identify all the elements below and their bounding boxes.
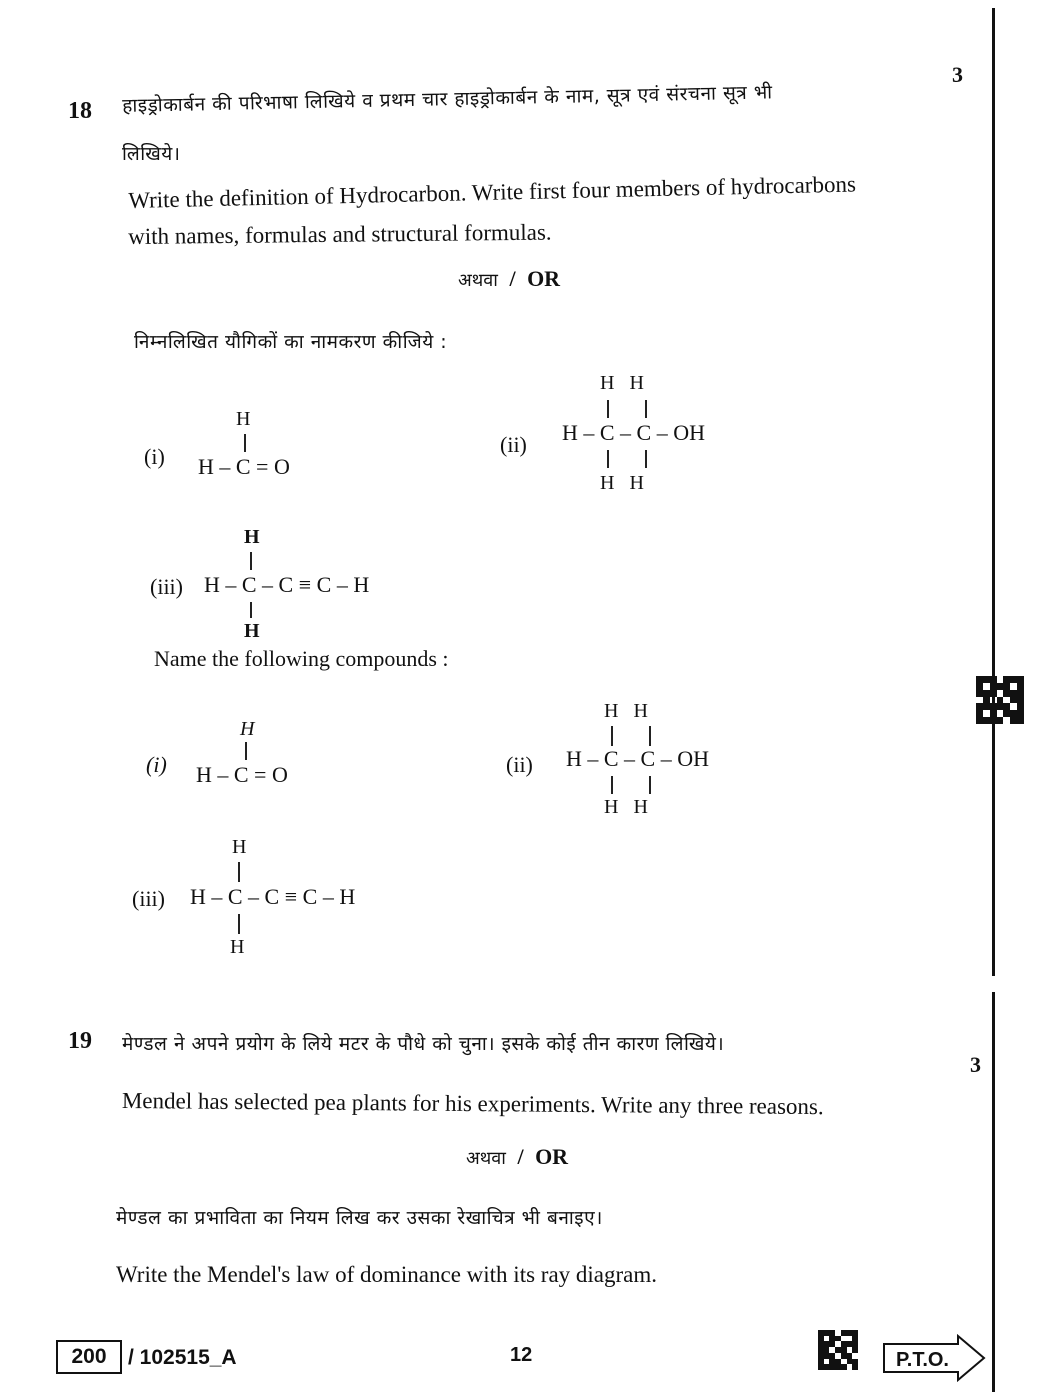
q18-hi-compound-ii-bond-bottom-1 bbox=[607, 450, 609, 468]
q18-hi-compound-iii-bond-top bbox=[250, 552, 252, 570]
q18-en-compound-ii-bond-bottom-1 bbox=[611, 776, 613, 794]
q18-hi-compound-iii-top: H bbox=[244, 526, 260, 548]
series-code-box: 200 bbox=[56, 1340, 122, 1374]
q18-or-separator: / bbox=[509, 266, 516, 291]
q18-marks: 3 bbox=[952, 62, 963, 87]
q18-hi-compound-ii-bond-bottom-2 bbox=[645, 450, 647, 468]
q18-english-line1: Write the definition of Hydrocarbon. Write first four members of hydrocarbons bbox=[128, 171, 857, 213]
q18-or-hindi: अथवा bbox=[458, 270, 498, 291]
q18-en-label-i: (i) bbox=[146, 752, 167, 777]
q18-hindi-line2: लिखिये। bbox=[122, 143, 181, 165]
q18-hi-compound-ii-top: H H bbox=[600, 372, 644, 394]
q18-en-compound-ii-top: H H bbox=[604, 700, 648, 722]
page-right-border bbox=[992, 8, 995, 976]
q18-english-line2: with names, formulas and structural formulas. bbox=[128, 219, 552, 249]
q19-alt-hindi: मेण्डल का प्रभाविता का नियम लिख कर उसका रेखाचित्र भी बनाइए। bbox=[116, 1207, 603, 1229]
q18-hi-compound-iii-bottom: H bbox=[244, 620, 260, 642]
q18-en-compound-i-bond bbox=[245, 742, 247, 760]
paper-code: / 102515_A bbox=[128, 1346, 237, 1369]
q18-hi-label-ii: (ii) bbox=[500, 432, 527, 457]
q18-hi-compound-i-main: H – C = O bbox=[198, 454, 290, 479]
q18-hi-label-iii: (iii) bbox=[150, 574, 183, 599]
q18-number: 18 bbox=[68, 98, 92, 124]
q19-alt-english: Write the Mendel's law of dominance with its ray diagram. bbox=[116, 1262, 658, 1287]
q18-en-compound-iii-bottom: H bbox=[230, 936, 245, 958]
pto-label: P.T.O. bbox=[896, 1349, 949, 1371]
q18-hindi-line1: हाइड्रोकार्बन की परिभाषा लिखिये व प्रथम चार हाइड्रोकार्बन के नाम, सूत्र एवं संरचना सूत्र भी bbox=[122, 81, 773, 117]
q18-en-compound-ii-bond-top-2 bbox=[649, 726, 651, 746]
page-right-border-lower bbox=[992, 992, 995, 1392]
q18-en-compound-iii-bond-bottom bbox=[238, 914, 240, 934]
q18-alt-english: Name the following compounds : bbox=[154, 646, 449, 671]
q18-hi-compound-i-bond bbox=[244, 434, 246, 452]
q18-hi-compound-ii-bond-top-1 bbox=[607, 400, 609, 418]
q18-en-label-ii: (ii) bbox=[506, 752, 533, 777]
q18-or-english: OR bbox=[527, 266, 561, 291]
q18-hi-compound-iii-bond-bottom bbox=[250, 602, 252, 618]
q19-or-divider bbox=[466, 1144, 568, 1170]
q18-en-compound-ii-bottom: H H bbox=[604, 796, 648, 818]
q19-or-separator: / bbox=[517, 1144, 524, 1169]
q18-hi-label-i: (i) bbox=[144, 444, 165, 469]
q18-en-compound-ii-main: H – C – C – OH bbox=[566, 746, 710, 771]
q18-en-compound-i-top: H bbox=[240, 718, 255, 740]
q19-english-line: Mendel has selected pea plants for his experiments. Write any three reasons. bbox=[121, 1088, 824, 1120]
footer-qr-code bbox=[818, 1330, 858, 1370]
q19-marks: 3 bbox=[970, 1052, 981, 1077]
q19-or-english: OR bbox=[535, 1144, 569, 1169]
q18-en-compound-ii-bond-bottom-2 bbox=[649, 776, 651, 794]
q18-en-compound-iii-top: H bbox=[232, 836, 247, 858]
q19-hindi-line: मेण्डल ने अपने प्रयोग के लिये मटर के पौधे को चुना। इसके कोई तीन कारण लिखिये। bbox=[122, 1033, 725, 1055]
q18-en-compound-ii-bond-top-1 bbox=[611, 726, 613, 746]
q18-or-divider bbox=[458, 266, 560, 292]
q18-hi-compound-ii-main: H – C – C – OH bbox=[562, 420, 706, 445]
q19-or-hindi: अथवा bbox=[466, 1148, 506, 1169]
page-number: 12 bbox=[510, 1344, 533, 1366]
q18-en-compound-iii-main: H – C – C ≡ C – H bbox=[190, 884, 356, 909]
q18-en-compound-i-main: H – C = O bbox=[196, 762, 288, 787]
q19-number: 19 bbox=[68, 1028, 92, 1054]
q18-en-compound-iii-bond-top bbox=[238, 862, 240, 882]
q18-hi-compound-i-top: H bbox=[236, 408, 251, 430]
q18-hi-compound-ii-bond-top-2 bbox=[645, 400, 647, 418]
q18-en-label-iii: (iii) bbox=[132, 886, 165, 911]
q18-alt-hindi: निम्नलिखित यौगिकों का नामकरण कीजिये : bbox=[134, 331, 448, 353]
q18-hi-compound-ii-bottom: H H bbox=[600, 472, 644, 494]
q18-hi-compound-iii-main: H – C – C ≡ C – H bbox=[204, 572, 370, 597]
side-qr-code bbox=[976, 676, 1024, 724]
